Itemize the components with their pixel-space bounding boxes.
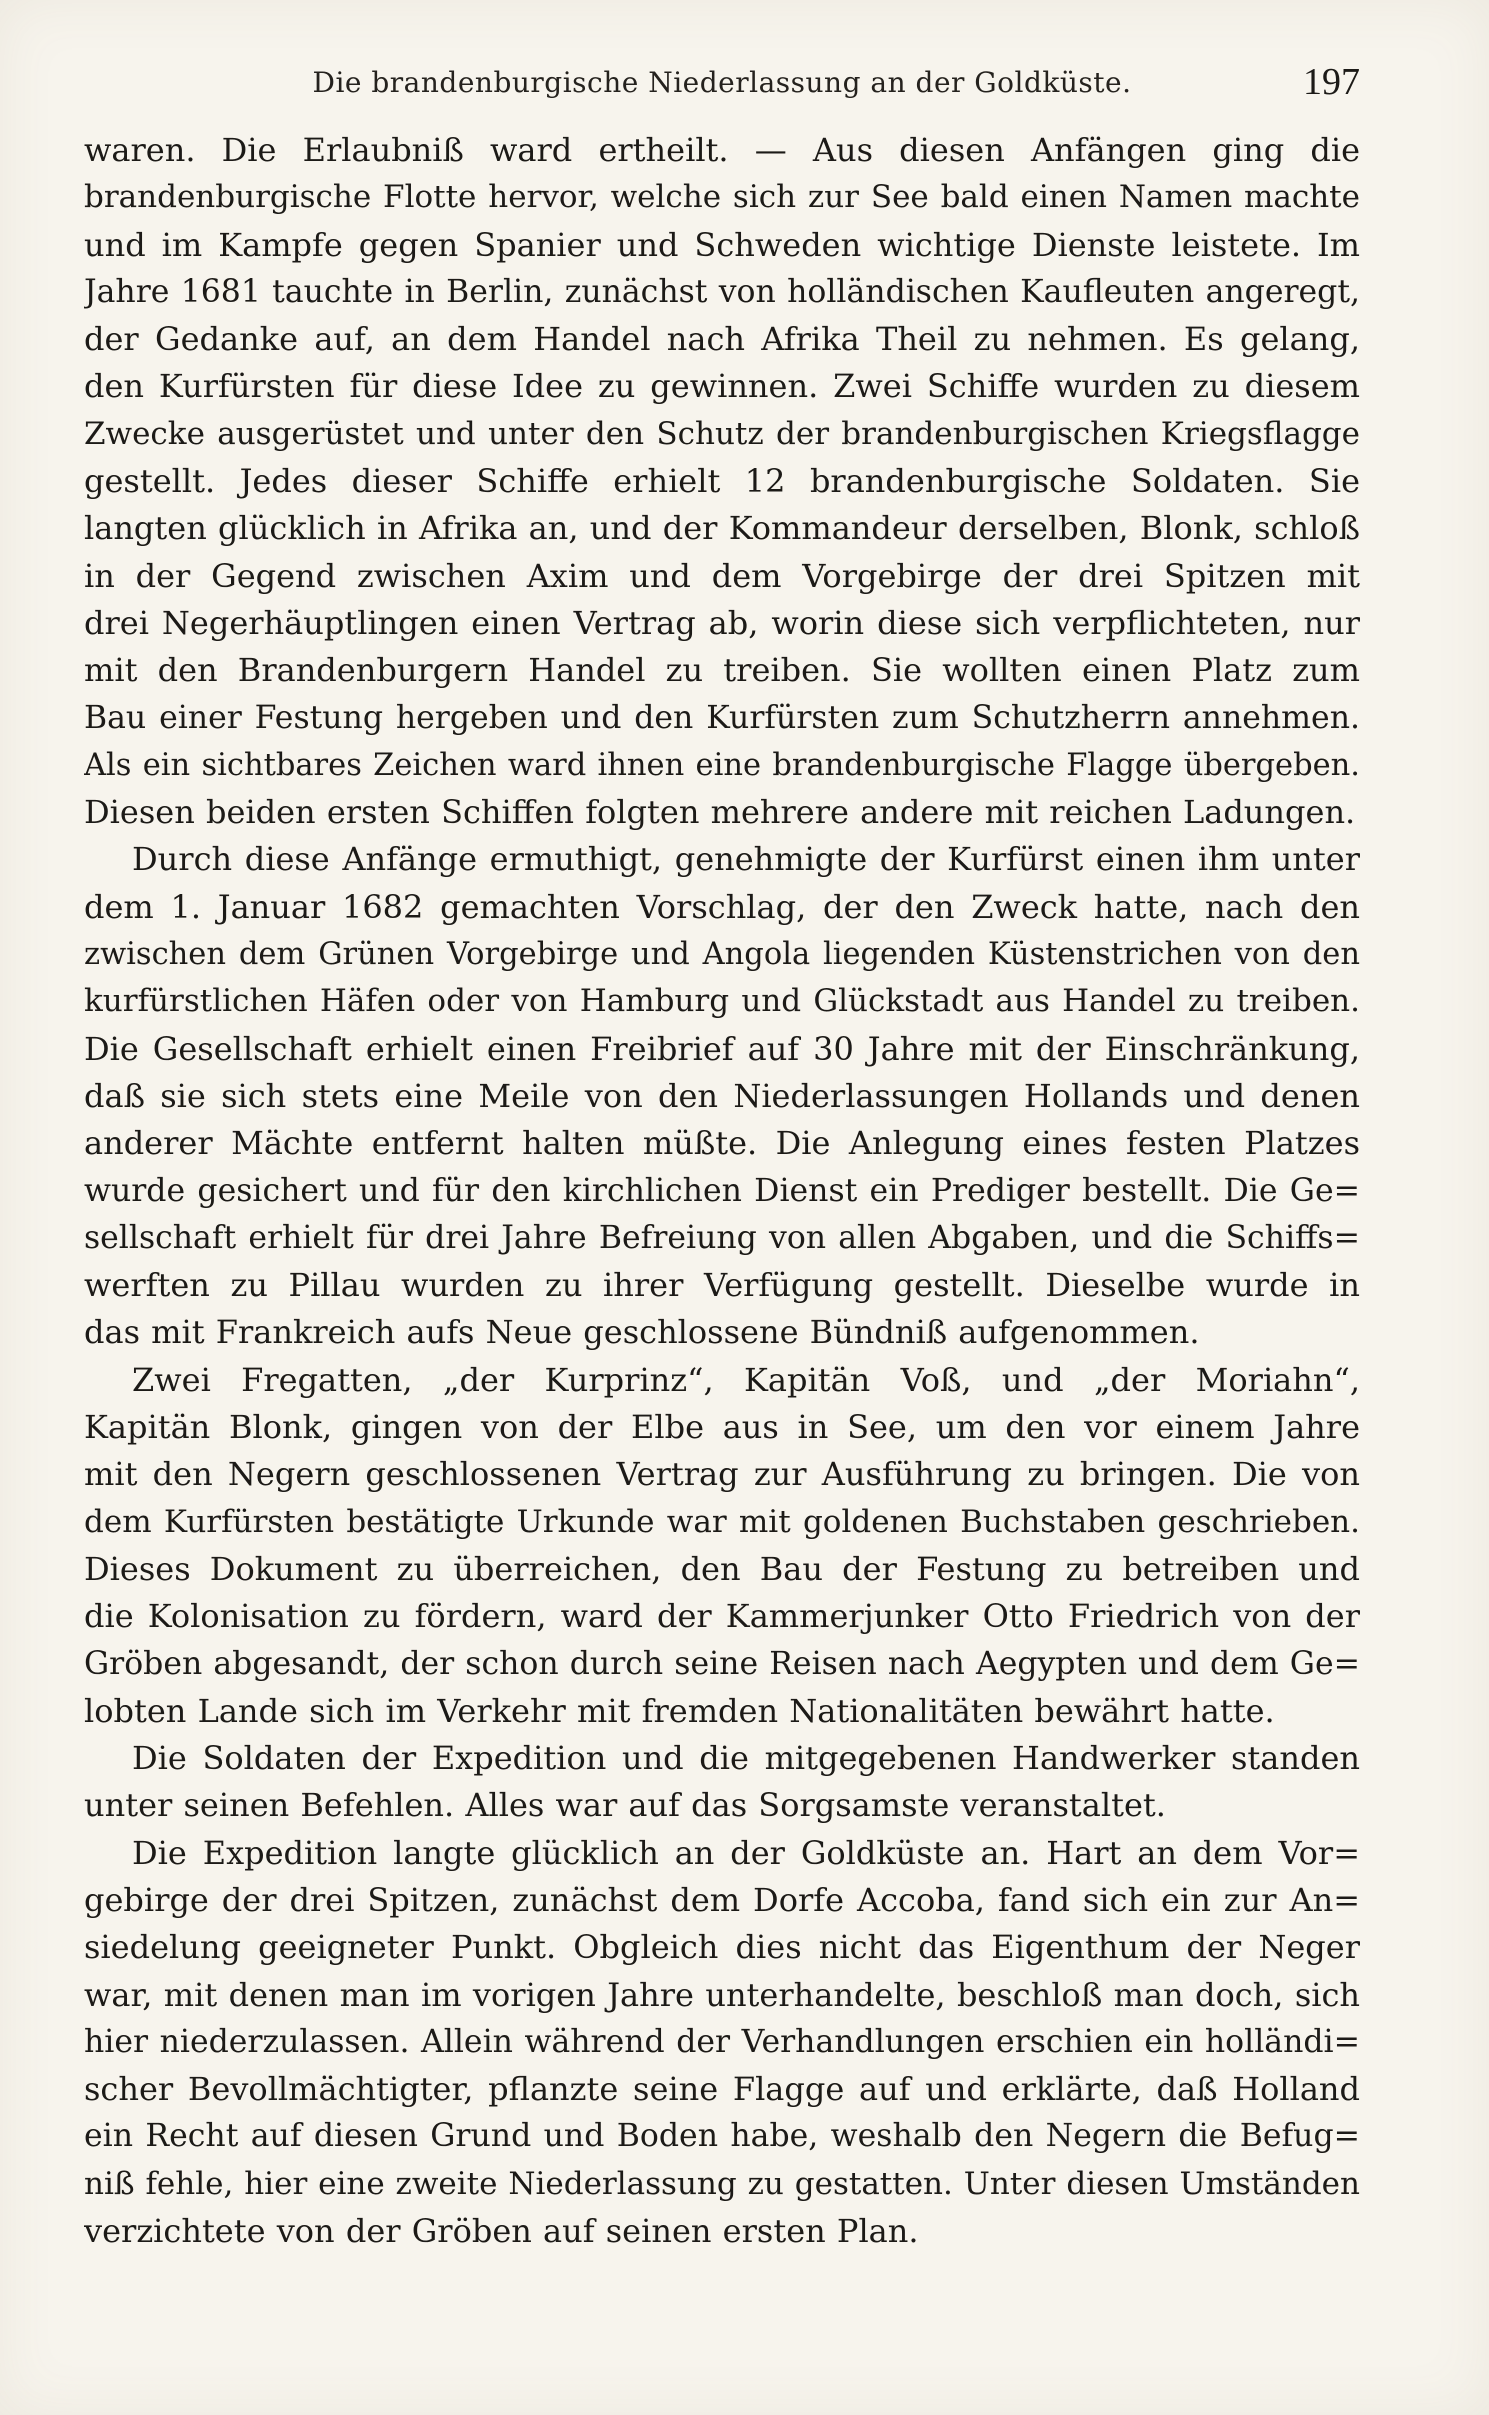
text-line: hier niederzulassen. Allein während der Verhandlungen erschien ein holländi=	[84, 2023, 1360, 2060]
text-line: und im Kampfe gegen Spanier und Schweden wichtige Dienste leistete. Im	[84, 225, 1360, 264]
text-line: Dieses Dokument zu überreichen, den Bau der Festung zu betreiben und	[84, 1549, 1360, 1588]
text-line: Zwecke ausgerüstet und unter den Schutz der brandenburgischen Kriegsflagge	[84, 415, 1360, 452]
text-line: wurde gesichert und für den kirchlichen Dienst ein Prediger bestellt. Die Ge=	[84, 1172, 1360, 1209]
page-number: 197	[1303, 61, 1360, 103]
text-line: gebirge der drei Spitzen, zunächst dem Dorfe Accoba, fand sich ein zur An=	[84, 1880, 1360, 1919]
text-line: war, mit denen man im vorigen Jahre unterhandelte, beschloß man doch, sich	[84, 1975, 1360, 2014]
text-line: daß sie sich stets eine Meile von den Niederlassungen Hollands und denen	[84, 1076, 1360, 1115]
text-line: zwischen dem Grünen Vorgebirge und Angola liegenden Küstenstrichen von den	[84, 937, 1360, 973]
body-text	[84, 127, 1360, 2255]
text-line: siedelung geeigneter Punkt. Obgleich dies nicht das Eigenthum der Neger	[84, 1928, 1360, 1967]
text-line: kurfürstlichen Häfen oder von Hamburg und Glückstadt aus Handel zu treiben.	[84, 983, 1360, 1020]
text-line: Die Expedition langte glücklich an der Goldküste an. Hart an dem Vor=	[132, 1833, 1360, 1872]
text-line: sellschaft erhielt für drei Jahre Befreiung von allen Abgaben, und die Schiffs=	[84, 1219, 1360, 1256]
text-line: anderer Mächte entfernt halten müßte. Die Anlegung eines festen Platzes	[84, 1124, 1360, 1163]
text-line: Die Soldaten der Expedition und die mitgegebenen Handwerker standen	[132, 1739, 1360, 1778]
text-line: die Kolonisation zu fördern, ward der Kammerjunker Otto Friedrich von der	[84, 1597, 1360, 1636]
text-line: Als ein sichtbares Zeichen ward ihnen eine brandenburgische Flagge übergeben.	[84, 747, 1360, 783]
text-line: Zwei Fregatten, „der Kurprinz“, Kapitän Voß, und „der Moriahn“,	[132, 1360, 1360, 1399]
text-line: den Kurfürsten für diese Idee zu gewinnen. Zwei Schiffe wurden zu diesem	[84, 367, 1360, 406]
text-line: mit den Negern geschlossenen Vertrag zur Ausführung zu bringen. Die von	[84, 1455, 1360, 1494]
text-line: waren. Die Erlaubniß ward ertheilt. — Aus diesen Anfängen ging die	[84, 131, 1360, 169]
text-line: unter seinen Befehlen. Alles war auf das Sorgsamste veranstaltet.	[84, 1786, 1166, 1825]
text-line: Die Gesellschaft erhielt einen Freibrief auf 30 Jahre mit der Einschränkung,	[84, 1029, 1360, 1068]
text-line: Gröben abgesandt, der schon durch seine Reisen nach Aegypten und dem Ge=	[84, 1645, 1360, 1682]
text-line: dem 1. Januar 1682 gemachten Vorschlag, der den Zweck hatte, nach den	[84, 887, 1360, 926]
text-line: langten glücklich in Afrika an, und der Kommandeur derselben, Blonk, schloß	[84, 509, 1360, 548]
page-header	[84, 58, 1360, 114]
text-line: in der Gegend zwischen Axim und dem Vorgebirge der drei Spitzen mit	[84, 556, 1360, 595]
text-line: mit den Brandenburgern Handel zu treiben. Sie wollten einen Platz zum	[84, 651, 1360, 690]
text-line: Jahre 1681 tauchte in Berlin, zunächst von holländischen Kaufleuten angeregt,	[84, 273, 1360, 310]
text-line: Bau einer Festung hergeben und den Kurfürsten zum Schutzherrn annehmen.	[84, 699, 1360, 736]
text-line: brandenburgische Flotte hervor, welche sich zur See bald einen Namen machte	[84, 179, 1360, 216]
text-line: drei Negerhäuptlingen einen Vertrag ab, worin diese sich verpflichteten, nur	[84, 603, 1360, 642]
text-line: das mit Frankreich aufs Neue geschlossene Bündniß aufgenommen.	[84, 1313, 1200, 1352]
text-line: Kapitän Blonk, gingen von der Elbe aus in See, um den vor einem Jahre	[84, 1408, 1360, 1447]
text-line: ein Recht auf diesen Grund und Boden habe, weshalb den Negern die Befug=	[84, 2118, 1360, 2155]
text-line: Durch diese Anfänge ermuthigt, genehmigte der Kurfürst einen ihm unter	[132, 840, 1360, 879]
text-line: scher Bevollmächtigter, pflanzte seine Flagge auf und erklärte, daß Holland	[84, 2070, 1360, 2109]
text-line: niß fehle, hier eine zweite Niederlassung zu gestatten. Unter diesen Umständen	[84, 2165, 1360, 2202]
text-line: werften zu Pillau wurden zu ihrer Verfügung gestellt. Dieselbe wurde in	[84, 1266, 1360, 1305]
text-line: der Gedanke auf, an dem Handel nach Afrika Theil zu nehmen. Es gelang,	[84, 320, 1360, 359]
running-title: Die brandenburgische Niederlassung an der Goldküste.	[312, 66, 1132, 99]
text-line: Diesen beiden ersten Schiffen folgten mehrere andere mit reichen Ladungen.	[84, 793, 1356, 832]
text-line: verzichtete von der Gröben auf seinen ersten Plan.	[84, 2212, 919, 2251]
text-line: gestellt. Jedes dieser Schiffe erhielt 12 brandenburgische Soldaten. Sie	[84, 462, 1360, 501]
text-line: dem Kurfürsten bestätigte Urkunde war mit goldenen Buchstaben geschrieben.	[84, 1503, 1360, 1540]
text-line: lobten Lande sich im Verkehr mit fremden Nationalitäten bewährt hatte.	[84, 1691, 1275, 1730]
